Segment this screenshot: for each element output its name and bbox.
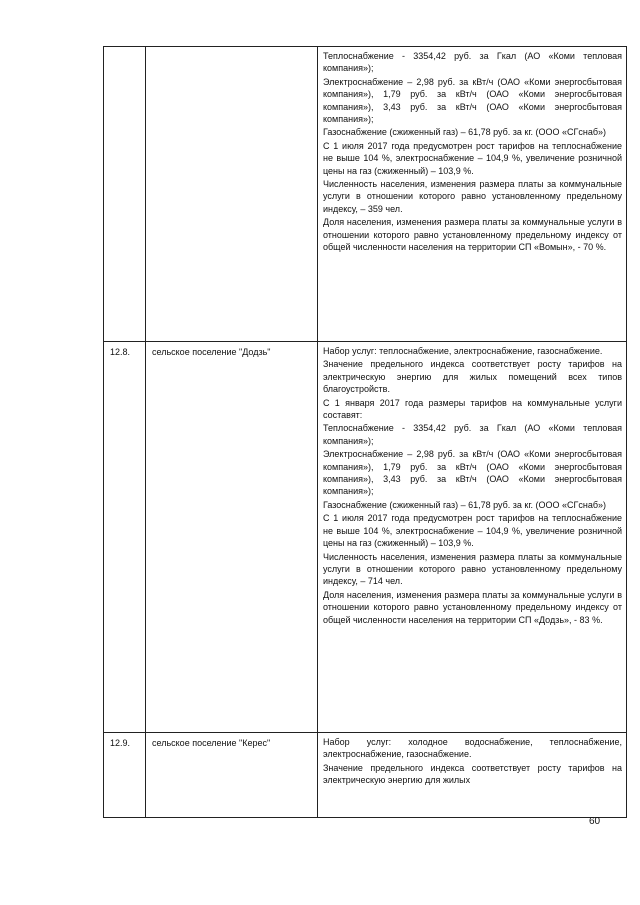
settlement-name-cell — [146, 733, 318, 818]
paragraph: Значение предельного индекса соответствует росту тарифов на электрическую энергию для жилых — [323, 762, 622, 786]
paragraph: Электроснабжение – 2,98 руб. за кВт/ч (ОАО «Коми энергосбытовая компания»), 1,79 руб. за кВт/ч (ОАО «Коми энергосбытовая компания»), 3,43 руб. за кВт/ч (ОАО «Коми энергосбытовая компания»); — [323, 76, 622, 125]
row-number: 12.8. — [110, 347, 131, 357]
paragraph: С 1 июля 2017 года предусмотрен рост тарифов на теплоснабжение не выше 104 %, электроснабжение – 104,9 %, увеличение розничной цены на газ (сжиженный) – 103,9 %. — [323, 513, 622, 549]
table-row — [104, 47, 627, 342]
row-number-cell — [104, 733, 146, 818]
paragraph: Газоснабжение (сжиженный газ) – 61,78 руб. за кг. (ООО «СГснаб») — [323, 499, 607, 510]
paragraph: Газоснабжение (сжиженный газ) – 61,78 руб. за кг. (ООО «СГснаб») — [323, 127, 607, 138]
row-number — [104, 47, 145, 51]
settlement-name-cell — [146, 47, 318, 342]
paragraph: С 1 января 2017 года размеры тарифов на коммунальные услуги составят: — [323, 397, 622, 421]
paragraph: Численность населения, изменения размера платы за коммунальные услуги в отношении которого равно установленному предельному индексу, – 359 чел. — [323, 179, 622, 214]
settlement-name: сельское поселение "Додзь" — [152, 347, 271, 357]
paragraph: Набор услуг: теплоснабжение, электроснабжение, газоснабжение. — [323, 346, 603, 356]
paragraph: Численность населения, изменения размера платы за коммунальные услуги в отношении которого равно установленному предельному индексу, – 714 чел. — [323, 551, 622, 587]
row-number-cell — [104, 342, 146, 733]
paragraph: Доля населения, изменения размера платы за коммунальные услуги в отношении которого равно установленному предельному индексу от общей численности населения на территории СП «Додзь», - 83 %. — [323, 589, 622, 625]
settlement-name: сельское поселение "Керес" — [152, 738, 271, 748]
description-cell — [318, 342, 627, 733]
page-number: 60 — [589, 816, 601, 827]
paragraph: Набор услуг: холодное водоснабжение, теплоснабжение, электроснабжение, газоснабжение. — [323, 737, 622, 760]
description-cell — [318, 733, 627, 818]
paragraph: Доля населения, изменения размера платы за коммунальные услуги в отношении которого равно установленному предельному индексу от общей численности населения на территории СП «Вомын», - 70 %. — [323, 217, 622, 253]
paragraph: Теплоснабжение - 3354,42 руб. за Гкал (АО «Коми тепловая компания»); — [323, 423, 622, 446]
paragraph: Теплоснабжение - 3354,42 руб. за Гкал (АО «Коми тепловая компания»); — [323, 51, 622, 74]
paragraph: Электроснабжение – 2,98 руб. за кВт/ч (ОАО «Коми энергосбытовая компания»), 1,79 руб. за кВт/ч (ОАО «Коми энергосбытовая компания»), 3,43 руб. за кВт/ч (ОАО «Коми энергосбытовая компания»); — [323, 449, 622, 497]
paragraph: Значение предельного индекса соответствует росту тарифов на электрическую энергию для жилых помещений всех типов благоустройств. — [323, 359, 622, 395]
settlement-name — [146, 47, 317, 51]
row-number: 12.9. — [110, 738, 131, 748]
table-row — [104, 733, 627, 818]
row-number-cell — [104, 47, 146, 342]
description-cell — [318, 47, 627, 342]
settlement-name-cell — [146, 342, 318, 733]
paragraph: С 1 июля 2017 года предусмотрен рост тарифов на теплоснабжение не выше 104 %, электроснабжение – 104,9 %, увеличение розничной цены на газ (сжиженный) – 103,9 %. — [323, 140, 622, 176]
tariff-table — [103, 46, 627, 818]
table-row — [104, 342, 627, 733]
